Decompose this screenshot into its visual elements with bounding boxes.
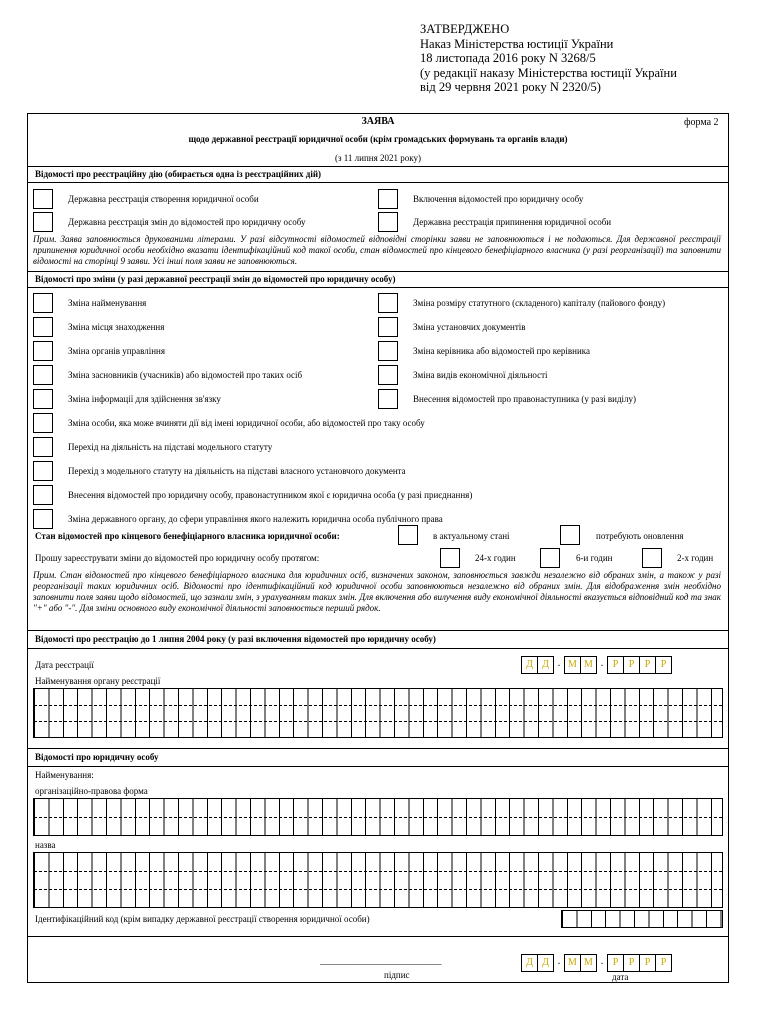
date-cell: Р xyxy=(655,656,672,674)
date-cell: М xyxy=(564,954,581,972)
section2-note: Прим. Стан відомостей про кінцевого бенефіціарного власника для юридичних осіб, визначених законом, заповнюється завжди незалежно від обраних змін, а також у разі реорганізації таких юридичних осіб. Відомості про ідентифікаційний код юридичної особи заповнюються незалежно від обраних змін. Для відображення змін необхідно заповнити поля заяви щодо відомостей, що зазнали змін, з урахуванням таких змін. Для включення або вилучення виду економічної діяльності вказується відповідний код та знак "+" або "-". Для зміни основного виду економічної діяльності заповнюється перший рядок. xyxy=(33,570,721,613)
checkbox-own-charter[interactable] xyxy=(33,461,53,481)
id-code-input[interactable] xyxy=(561,910,723,928)
form-title: ЗАЯВА xyxy=(361,116,395,127)
checkbox-term-2h[interactable] xyxy=(642,548,662,568)
option-change-name: Зміна найменування xyxy=(68,298,147,308)
approval-edition: (у редакції наказу Міністерства юстиції України xyxy=(420,65,677,80)
registration-date-input[interactable] xyxy=(522,656,672,674)
approval-order: Наказ Міністерства юстиції України xyxy=(420,36,614,51)
form-date-note: (з 11 липня 2021 року) xyxy=(334,153,422,163)
date-separator: . xyxy=(557,956,561,967)
footer-date-input[interactable] xyxy=(522,954,672,972)
date-cell: М xyxy=(580,656,597,674)
checkbox-change-location[interactable] xyxy=(33,317,53,337)
date-cell: Р xyxy=(639,656,656,674)
date-cell: Р xyxy=(655,954,672,972)
checkbox-beneficiary-actual[interactable] xyxy=(398,525,418,545)
approval-block xyxy=(420,22,677,95)
checkbox-change-activities[interactable] xyxy=(378,365,398,385)
legal-form-label: організаційно-правова форма xyxy=(35,786,148,796)
option-include-info: Включення відомостей про юридичну особу xyxy=(413,194,584,204)
date-cell: Д xyxy=(537,954,554,972)
date-cell: М xyxy=(564,656,581,674)
section-pre2004-heading: Відомості про реєстрацію до 1 липня 2004 року (у разі включення відомостей про юридичну особу) xyxy=(35,634,436,644)
checkbox-include-info[interactable] xyxy=(378,189,398,209)
checkbox-change-name[interactable] xyxy=(33,293,53,313)
registration-date-label: Дата реєстрації xyxy=(35,660,94,670)
entity-name-field-label: назва xyxy=(35,840,56,850)
term-2h-label: 2-х годин xyxy=(677,553,714,563)
beneficiary-actual-label: в актуальному стані xyxy=(433,531,510,541)
register-term-label: Прошу зареєструвати зміни до відомостей про юридичну особу протягом: xyxy=(35,553,320,563)
option-change-contacts: Зміна інформації для здійснення зв'язку xyxy=(68,394,221,404)
checkbox-terminate-entity[interactable] xyxy=(378,212,398,232)
term-6h-label: 6-и годин xyxy=(576,553,613,563)
date-cell: Д xyxy=(521,656,538,674)
date-cell: Р xyxy=(639,954,656,972)
option-change-documents: Зміна установчих документів xyxy=(413,322,526,332)
checkbox-change-state-body[interactable] xyxy=(33,509,53,529)
checkbox-change-management[interactable] xyxy=(33,341,53,361)
option-merger-info: Внесення відомостей про юридичну особу, правонаступником якої є юридична особа (у разі приєднання) xyxy=(68,490,473,500)
date-cell: Р xyxy=(607,656,624,674)
registration-authority-label: Найменування органу реєстрації xyxy=(35,676,161,686)
date-separator: . xyxy=(600,658,604,669)
section1-note: Прим. Заява заповнюється друкованими літерами. У разі відсутності відомостей відповідні сторінки заяви не заповнюються і не подаються. Для державної реєстрації припинення юридичної особи необхідно вказати ідентифікаційний код такої особи, стан відомостей про кінцевого бенефіціарного власника (у разі реорганізації) та заповнити відомості на сторінці 9 заяви. Усі інші поля заяви не заповнюються. xyxy=(33,234,721,266)
checkbox-change-capital[interactable] xyxy=(378,293,398,313)
signature-line: ___________________________ xyxy=(320,956,442,966)
entity-name-input[interactable] xyxy=(33,852,723,908)
option-add-successor: Внесення відомостей про правонаступника (у разі виділу) xyxy=(413,394,637,404)
date-cell: Д xyxy=(537,656,554,674)
checkbox-model-charter[interactable] xyxy=(33,437,53,457)
date-cell: Д xyxy=(521,954,538,972)
option-create-entity: Державна реєстрація створення юридичної особи xyxy=(68,194,259,204)
checkbox-change-founders[interactable] xyxy=(33,365,53,385)
entity-name-label: Найменування: xyxy=(35,770,94,780)
date-separator: . xyxy=(600,956,604,967)
approval-order-date: 18 листопада 2016 року N 3268/5 xyxy=(420,51,596,65)
checkbox-term-6h[interactable] xyxy=(540,548,560,568)
signature-label: підпис xyxy=(384,970,410,980)
approval-title: ЗАТВЕРДЖЕНО xyxy=(420,22,510,36)
option-own-charter: Перехід з модельного статуту на діяльність на підставі власного установчого документа xyxy=(68,466,406,476)
date-cell: Р xyxy=(623,954,640,972)
checkbox-create-entity[interactable] xyxy=(33,189,53,209)
checkbox-change-representative[interactable] xyxy=(33,413,53,433)
option-change-capital: Зміна розміру статутного (складеного) капіталу (пайового фонду) xyxy=(413,298,666,308)
checkbox-term-24h[interactable] xyxy=(440,548,460,568)
section-changes-heading: Відомості про зміни (у разі державної реєстрації змін до відомостей про юридичну особу) xyxy=(35,274,396,284)
beneficiary-label: Стан відомостей про кінцевого бенефіціарного власника юридичної особи: xyxy=(35,531,340,541)
term-24h-label: 24-х годин xyxy=(475,553,516,563)
form-number: форма 2 xyxy=(684,117,719,128)
checkbox-change-director[interactable] xyxy=(378,341,398,361)
option-change-management: Зміна органів управління xyxy=(68,346,165,356)
option-change-director: Зміна керівника або відомостей про керівника xyxy=(413,346,590,356)
beneficiary-update-label: потребують оновлення xyxy=(596,531,684,541)
option-change-state-body: Зміна державного органу, до сфери управління якого належить юридична особа публічного права xyxy=(68,514,443,524)
section-entity-heading: Відомості про юридичну особу xyxy=(35,752,159,762)
checkbox-change-contacts[interactable] xyxy=(33,389,53,409)
registration-authority-input[interactable] xyxy=(33,688,723,738)
checkbox-change-documents[interactable] xyxy=(378,317,398,337)
option-change-representative: Зміна особи, яка може вчиняти дії від імені юридичної особи, або відомостей про таку особу xyxy=(68,418,425,428)
checkbox-merger-info[interactable] xyxy=(33,485,53,505)
id-code-label: Ідентифікаційний код (крім випадку державної реєстрації створення юридичної особи) xyxy=(35,914,370,924)
date-separator: . xyxy=(557,658,561,669)
option-change-location: Зміна місця знаходження xyxy=(68,322,165,332)
date-cell: Р xyxy=(607,954,624,972)
option-terminate-entity: Державна реєстрація припинення юридичної особи xyxy=(413,217,612,227)
checkbox-add-successor[interactable] xyxy=(378,389,398,409)
date-cell: М xyxy=(580,954,597,972)
option-change-activities: Зміна видів економічної діяльності xyxy=(413,370,548,380)
checkbox-beneficiary-update[interactable] xyxy=(560,525,580,545)
legal-form-input[interactable] xyxy=(33,798,723,836)
form-subtitle: щодо державної реєстрації юридичної особи (крім громадських формувань та органів влади) xyxy=(188,134,568,144)
checkbox-register-changes[interactable] xyxy=(33,212,53,232)
section-registration-action-heading: Відомості про реєстраційну дію (обирається одна із реєстраційних дій) xyxy=(35,169,322,179)
date-cell: Р xyxy=(623,656,640,674)
footer-date-label: дата xyxy=(612,972,629,982)
option-change-founders: Зміна засновників (учасників) або відомостей про таких осіб xyxy=(68,370,303,380)
option-model-charter: Перехід на діяльність на підставі модельного статуту xyxy=(68,442,273,452)
option-register-changes: Державна реєстрація змін до відомостей про юридичну особу xyxy=(68,217,306,227)
approval-edition-date: від 29 червня 2021 року N 2320/5) xyxy=(420,80,601,94)
